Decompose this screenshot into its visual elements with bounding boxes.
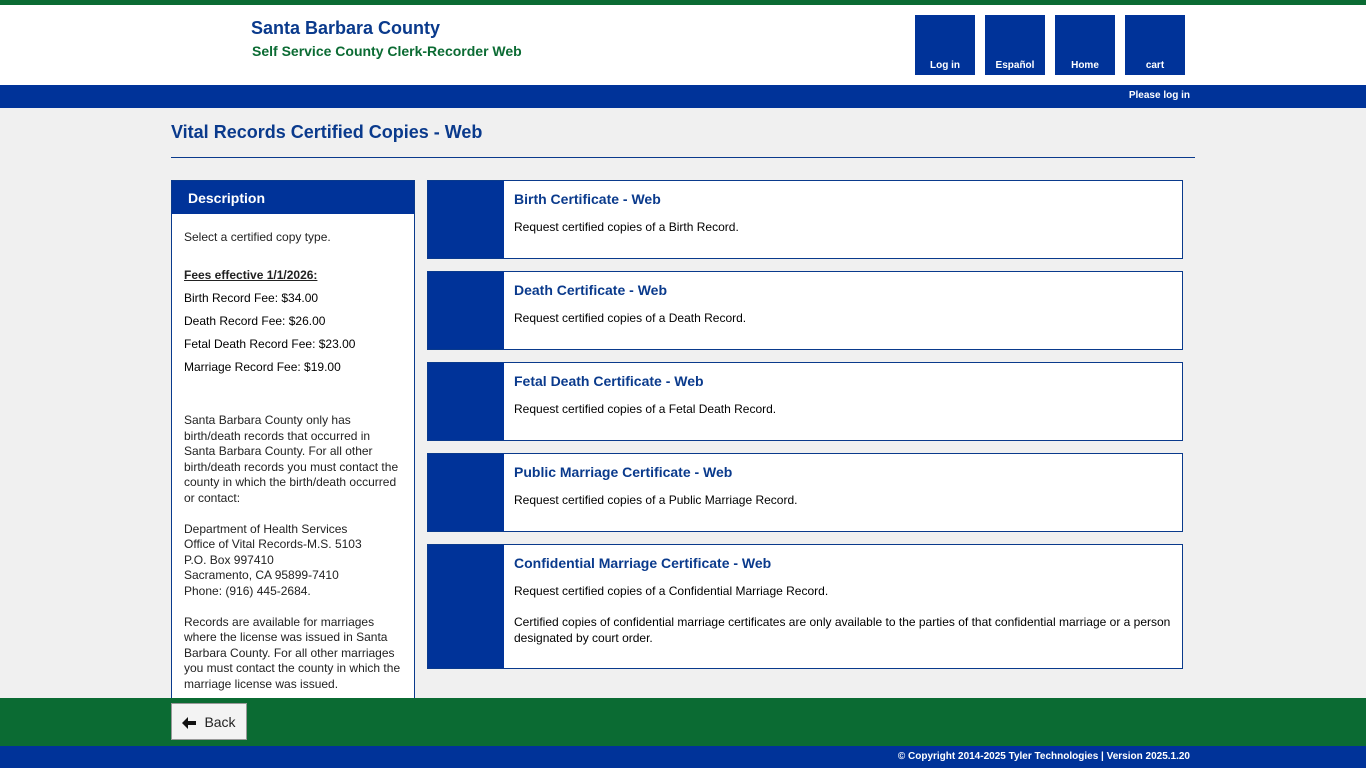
arrow-left-icon: [182, 716, 196, 728]
address-line: Department of Health Services: [184, 521, 348, 536]
fee-death: Death Record Fee: $26.00: [184, 314, 326, 328]
confidential-marriage-certificate-card[interactable]: [427, 544, 1183, 669]
card-title[interactable]: Public Marriage Certificate - Web: [514, 464, 733, 480]
home-button[interactable]: Home: [1055, 15, 1115, 75]
card-title[interactable]: Fetal Death Certificate - Web: [514, 373, 704, 389]
espanol-button[interactable]: Español: [985, 15, 1045, 75]
public-marriage-certificate-card[interactable]: [427, 453, 1183, 532]
records-availability-text: Santa Barbara County only has birth/death records that occurred in Santa Barbara County. For all other birth/death records you must contact the county in which the birth/death occurred or contact:: [184, 413, 399, 505]
address-phone: Phone: (916) 445-2684.: [184, 583, 311, 598]
card-description: Request certified copies of a Public Marriage Record.: [514, 493, 798, 507]
login-status-text: Please log in: [1128, 90, 1190, 101]
fees-heading: Fees effective 1/1/2026:: [184, 267, 318, 282]
description-body: [172, 214, 414, 692]
card-color-block: [428, 181, 504, 258]
back-button[interactable]: [171, 703, 247, 740]
card-description: Request certified copies of a Fetal Death Record.: [514, 402, 777, 416]
description-heading: Description: [172, 181, 414, 214]
copyright-text: © Copyright 2014-2025 Tyler Technologies | Version 2025.1.20: [897, 751, 1190, 762]
card-description: Request certified copies of a Confidential Marriage Record.: [514, 584, 829, 598]
login-button[interactable]: Log in: [915, 15, 975, 75]
fee-marriage: Marriage Record Fee: $19.00: [184, 360, 341, 374]
card-color-block: [428, 272, 504, 349]
address-line: P.O. Box 997410: [184, 552, 274, 567]
card-description: Request certified copies of a Death Record.: [514, 311, 747, 325]
card-note: Certified copies of confidential marriage certificates are only available to the parties of that confidential marriage or a person designated by court order.: [514, 615, 1171, 645]
card-title[interactable]: Birth Certificate - Web: [514, 191, 661, 207]
birth-certificate-card[interactable]: [427, 180, 1183, 259]
fetal-death-certificate-card[interactable]: [427, 362, 1183, 441]
fee-birth: Birth Record Fee: $34.00: [184, 291, 319, 305]
death-certificate-card[interactable]: [427, 271, 1183, 350]
back-button-label: Back: [204, 713, 236, 730]
fee-fetal-death: Fetal Death Record Fee: $23.00: [184, 337, 356, 351]
address-line: Sacramento, CA 95899-7410: [184, 568, 339, 582]
title-divider: [171, 157, 1195, 158]
description-intro: Select a certified copy type.: [184, 230, 331, 244]
card-color-block: [428, 454, 504, 531]
card-title[interactable]: Confidential Marriage Certificate - Web: [514, 555, 772, 571]
status-bar: [0, 85, 1366, 108]
county-name[interactable]: Santa Barbara County: [251, 18, 441, 38]
app-name: Self Service County Clerk-Recorder Web: [252, 43, 522, 59]
marriage-availability-text: Records are available for marriages where the license was issued in Santa Barbara County. For all other marriages you must contact the county in which the marriage license was issued.: [184, 614, 401, 691]
cart-button[interactable]: cart: [1125, 15, 1185, 75]
card-title[interactable]: Death Certificate - Web: [514, 282, 667, 298]
site-header: [0, 5, 1366, 85]
page-title: Vital Records Certified Copies - Web: [171, 122, 483, 142]
description-panel: [171, 180, 415, 700]
address-line: Office of Vital Records-M.S. 5103: [184, 537, 362, 551]
card-color-block: [428, 545, 504, 668]
card-description: Request certified copies of a Birth Record.: [514, 220, 739, 234]
site-footer: [0, 746, 1366, 768]
card-color-block: [428, 363, 504, 440]
